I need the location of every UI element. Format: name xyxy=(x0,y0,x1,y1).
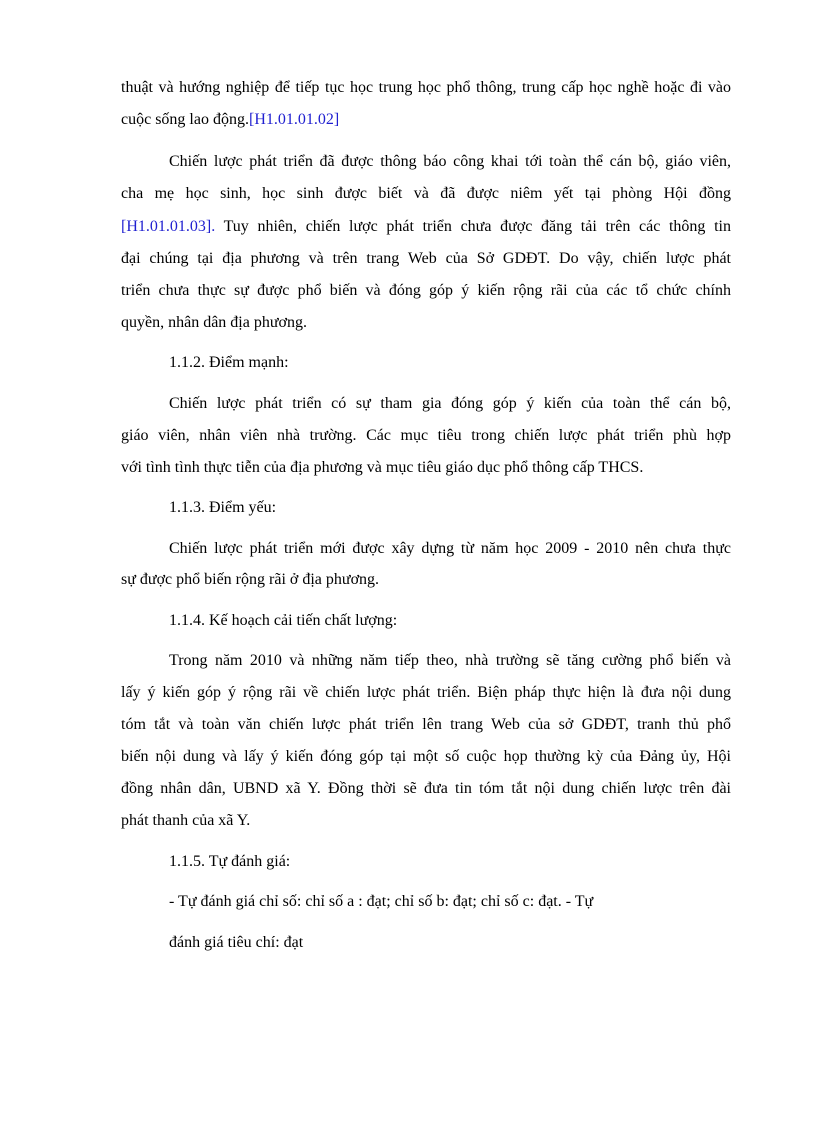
heading-weakness: 1.1.3. Điểm yếu: xyxy=(169,499,277,516)
weakness-line-1: Chiến lược phát triển mới được xây dựng từ năm học 2009 - 2010 nên chưa thực xyxy=(169,540,731,557)
intro-line-1: thuật và hướng nghiệp để tiếp tục học trung học phổ thông, trung cấp học nghề hoặc đi vào xyxy=(121,79,731,96)
weakness-line-2: sự được phổ biến rộng rãi ở địa phương. xyxy=(121,571,380,588)
reference-link[interactable]: [H1.01.01.03]. xyxy=(121,218,216,235)
plan-line-1: Trong năm 2010 và những năm tiếp theo, nhà trường sẽ tăng cường phổ biến và xyxy=(169,652,731,669)
para1-line-3 xyxy=(121,217,731,237)
plan-line-2: lấy ý kiến góp ý rộng rãi về chiến lược phát triển. Biện pháp thực hiện là đưa nội dung xyxy=(121,684,731,701)
intro-line-2 xyxy=(121,110,731,130)
strength-line-3: với tình tình thực tiễn của địa phương và mục tiêu giáo dục phổ thông cấp THCS. xyxy=(121,459,644,476)
para1-line-2: cha mẹ học sinh, học sinh được biết và đã được niêm yết tại phòng Hội đồng xyxy=(121,185,731,202)
plan-line-4: biến nội dung và lấy ý kiến đóng góp tại một số cuộc họp thường kỳ của Đảng ủy, Hội xyxy=(121,748,731,765)
para1-line-6: quyền, nhân dân địa phương. xyxy=(121,314,307,331)
reference-link[interactable]: [H1.01.01.02] xyxy=(248,111,340,128)
para1-line-5: triển chưa thực sự được phổ biến và đóng góp ý kiến rộng rãi của các tổ chức chính xyxy=(121,282,731,299)
self-eval-line-2: đánh giá tiêu chí: đạt xyxy=(169,934,304,951)
para1-line-4: đại chúng tại địa phương và trên trang Web của Sở GDĐT. Do vậy, chiến lược phát xyxy=(121,250,731,267)
para1-line-1: Chiến lược phát triển đã được thông báo công khai tới toàn thể cán bộ, giáo viên, xyxy=(169,153,731,170)
plan-line-6: phát thanh của xã Y. xyxy=(121,812,251,829)
para1-line-3-text: Tuy nhiên, chiến lược phát triển chưa được đăng tải trên các thông tin xyxy=(215,218,731,235)
strength-line-2: giáo viên, nhân viên nhà trường. Các mục tiêu trong chiến lược phát triển phù hợp xyxy=(121,427,731,444)
plan-line-3: tóm tắt và toàn văn chiến lược phát triển lên trang Web của sở GDĐT, tranh thủ phổ xyxy=(121,716,731,733)
heading-self-evaluation: 1.1.5. Tự đánh giá: xyxy=(169,853,291,870)
intro-line-2-text: cuộc sống lao động. xyxy=(121,111,249,128)
self-eval-line-1: - Tự đánh giá chỉ số: chỉ số a : đạt; chỉ số b: đạt; chỉ số c: đạt. - Tự xyxy=(169,893,594,910)
heading-strength: 1.1.2. Điểm mạnh: xyxy=(169,354,289,371)
strength-line-1: Chiến lược phát triển có sự tham gia đóng góp ý kiến của toàn thể cán bộ, xyxy=(169,395,731,412)
plan-line-5: đồng nhân dân, UBND xã Y. Đồng thời sẽ đưa tin tóm tắt nội dung chiến lược trên đài xyxy=(121,780,731,797)
heading-plan: 1.1.4. Kế hoạch cải tiến chất lượng: xyxy=(169,612,398,629)
